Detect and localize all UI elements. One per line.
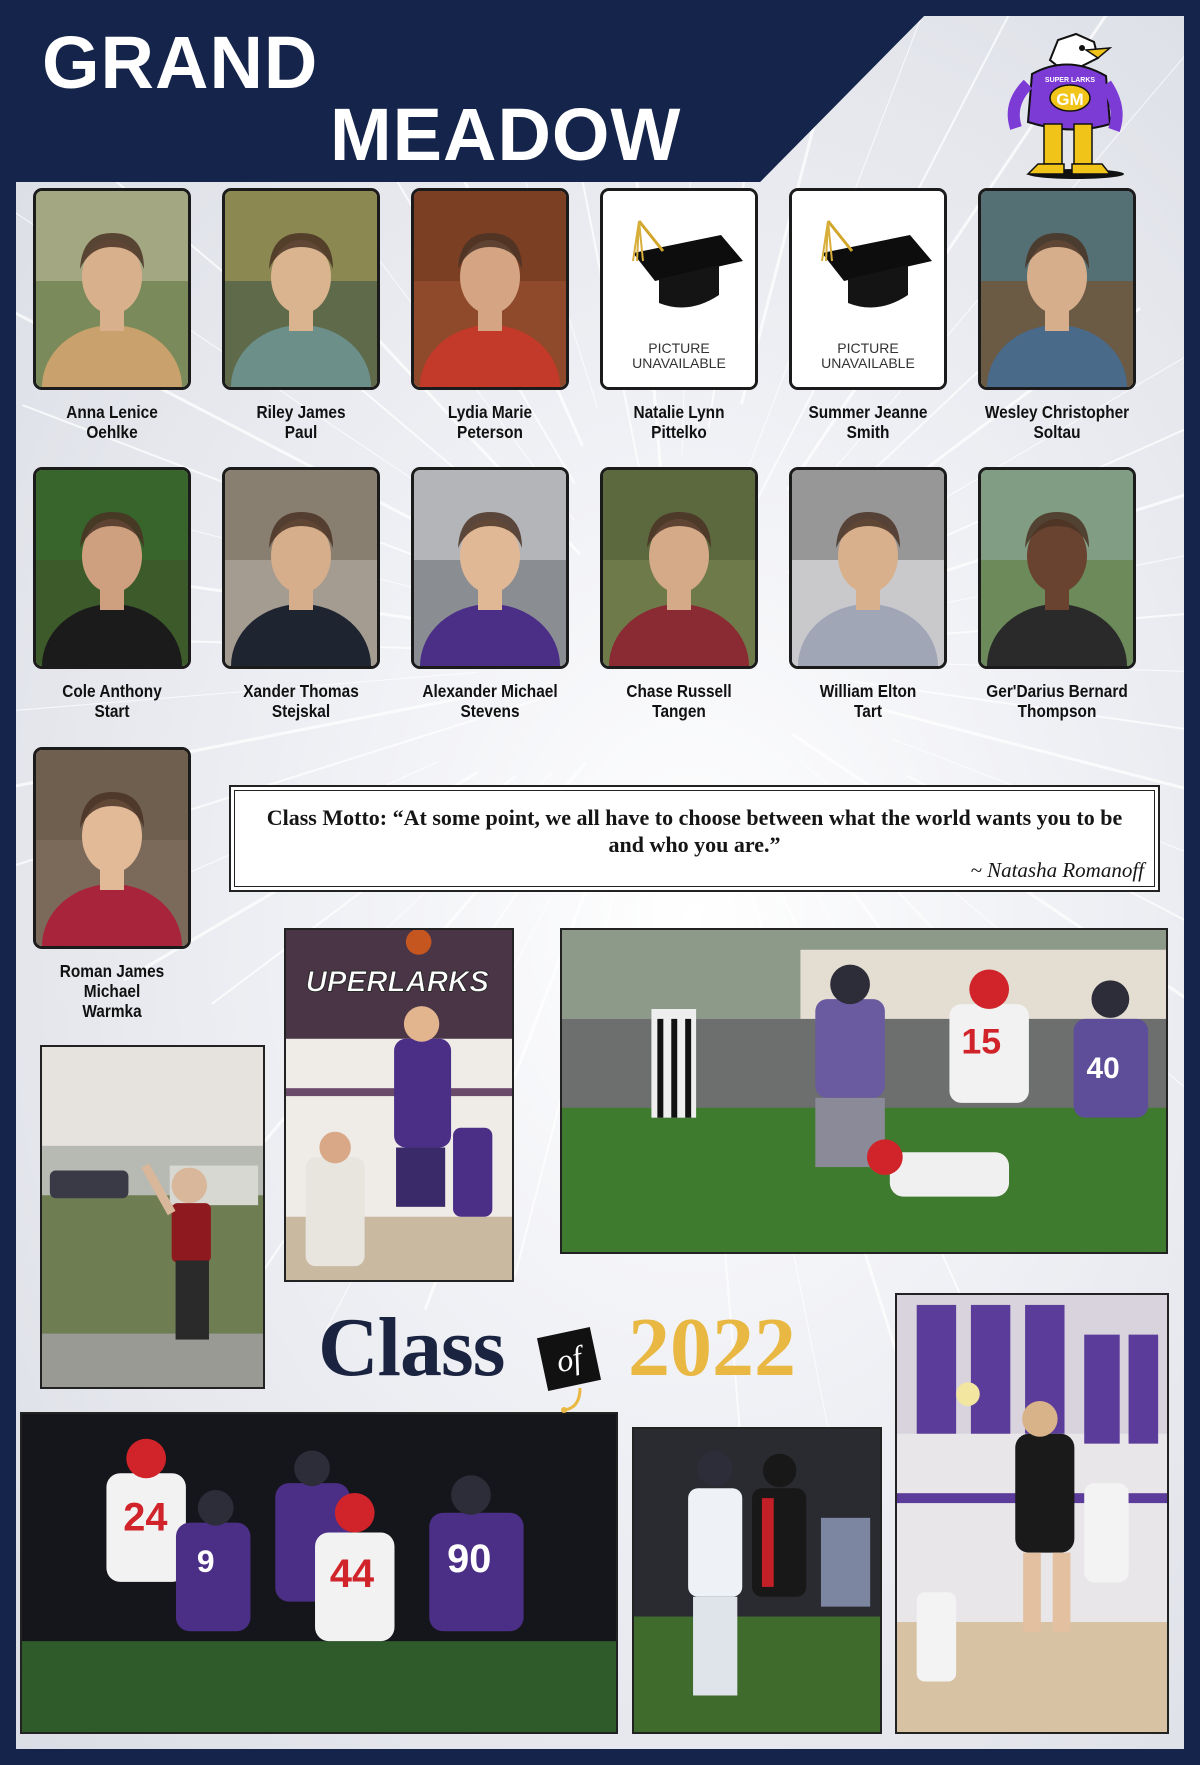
student-first-names: Riley James — [256, 402, 346, 422]
picture-unavailable-text: PICTURE UNAVAILABLE — [821, 340, 915, 371]
student-first-names: William Elton — [819, 681, 917, 701]
student-name — [977, 402, 1137, 442]
picture-unavailable-placeholder — [789, 188, 947, 390]
student-photo — [789, 467, 947, 669]
student-name — [788, 681, 948, 721]
svg-text:15: 15 — [961, 1021, 1002, 1062]
student-name — [221, 402, 381, 442]
student-last-name: Soltau — [1033, 422, 1081, 442]
student-last-name: Paul — [284, 422, 318, 442]
student-first-names: Xander Thomas — [243, 681, 359, 701]
class-word: Class — [318, 1301, 505, 1394]
svg-text:UPERLARKS: UPERLARKS — [305, 965, 489, 999]
class-motto-box — [229, 785, 1160, 892]
action-photo-basketball — [284, 928, 514, 1282]
student-first-names: Alexander Michael — [422, 681, 558, 701]
picture-unavailable-placeholder — [600, 188, 758, 390]
student-name — [32, 681, 192, 721]
class-of-2022-logo — [318, 1301, 878, 1426]
student-first-names: Summer Jeanne — [808, 402, 928, 422]
student-last-name: Thompson — [1017, 701, 1097, 721]
action-photo-football-tackle — [560, 928, 1168, 1254]
student-name — [977, 681, 1137, 721]
student-last-name: Tart — [854, 701, 882, 721]
school-name-line1: GRAND — [42, 21, 319, 104]
student-name — [221, 681, 381, 721]
student-name — [599, 681, 759, 721]
student-last-name: Stejskal — [271, 701, 331, 721]
motto-author: ~ Natasha Romanoff — [970, 858, 1144, 882]
svg-text:9: 9 — [196, 1543, 215, 1579]
student-name — [410, 402, 570, 442]
student-photo — [222, 467, 380, 669]
student-last-name: Smith — [846, 422, 890, 442]
of-word: of — [553, 1338, 585, 1380]
student-last-name: Warmka — [82, 1001, 142, 1021]
student-last-name: Peterson — [457, 422, 523, 442]
student-first-names: Chase Russell — [626, 681, 732, 701]
student-name — [788, 402, 948, 442]
student-name — [32, 402, 192, 442]
student-photo — [411, 467, 569, 669]
action-photo-soccer — [632, 1427, 882, 1734]
mascot-banner-text: SUPER LARKS — [1044, 77, 1096, 84]
picture-unavailable-text: PICTURE UNAVAILABLE — [632, 340, 726, 371]
motto-text: Class Motto: “At some point, we all have to choose between what the world wants you to be and who you are.” — [266, 805, 1123, 857]
student-first-names: Wesley Christopher — [984, 402, 1130, 422]
student-photo — [978, 467, 1136, 669]
student-name — [410, 681, 570, 721]
student-last-name: Stevens — [460, 701, 520, 721]
student-photo — [978, 188, 1136, 390]
student-name — [599, 402, 759, 442]
student-first-names: Ger'Darius Bernard — [986, 681, 1128, 701]
student-photo — [222, 188, 380, 390]
student-last-name: Tangen — [652, 701, 706, 721]
svg-text:44: 44 — [329, 1551, 375, 1596]
student-last-name: Start — [94, 701, 130, 721]
graduation-cap-of-badge — [536, 1326, 602, 1392]
svg-text:24: 24 — [123, 1495, 168, 1540]
student-last-name: Pittelko — [651, 422, 707, 442]
svg-text:90: 90 — [447, 1537, 492, 1581]
student-first-names: Anna Lenice — [66, 402, 158, 422]
school-name-line2: MEADOW — [330, 93, 682, 176]
mascot-badge-text: GM — [1056, 90, 1084, 109]
student-name — [32, 961, 192, 1021]
student-photo — [33, 467, 191, 669]
action-photo-volleyball — [895, 1293, 1169, 1734]
page-panel — [16, 16, 1184, 1749]
student-first-names: Roman James Michael — [59, 961, 165, 1001]
superlarks-mascot-icon — [998, 24, 1126, 184]
student-photo — [33, 188, 191, 390]
action-photo-shotput — [40, 1045, 265, 1389]
svg-text:40: 40 — [1086, 1052, 1120, 1086]
student-first-names: Lydia Marie — [447, 402, 533, 422]
action-photo-football-pass — [20, 1412, 618, 1734]
student-photo — [33, 747, 191, 949]
student-first-names: Cole Anthony — [62, 681, 162, 701]
student-photo — [600, 467, 758, 669]
student-photo — [411, 188, 569, 390]
student-last-name: Oehlke — [86, 422, 138, 442]
year-word: 2022 — [628, 1301, 796, 1394]
student-first-names: Natalie Lynn — [633, 402, 725, 422]
